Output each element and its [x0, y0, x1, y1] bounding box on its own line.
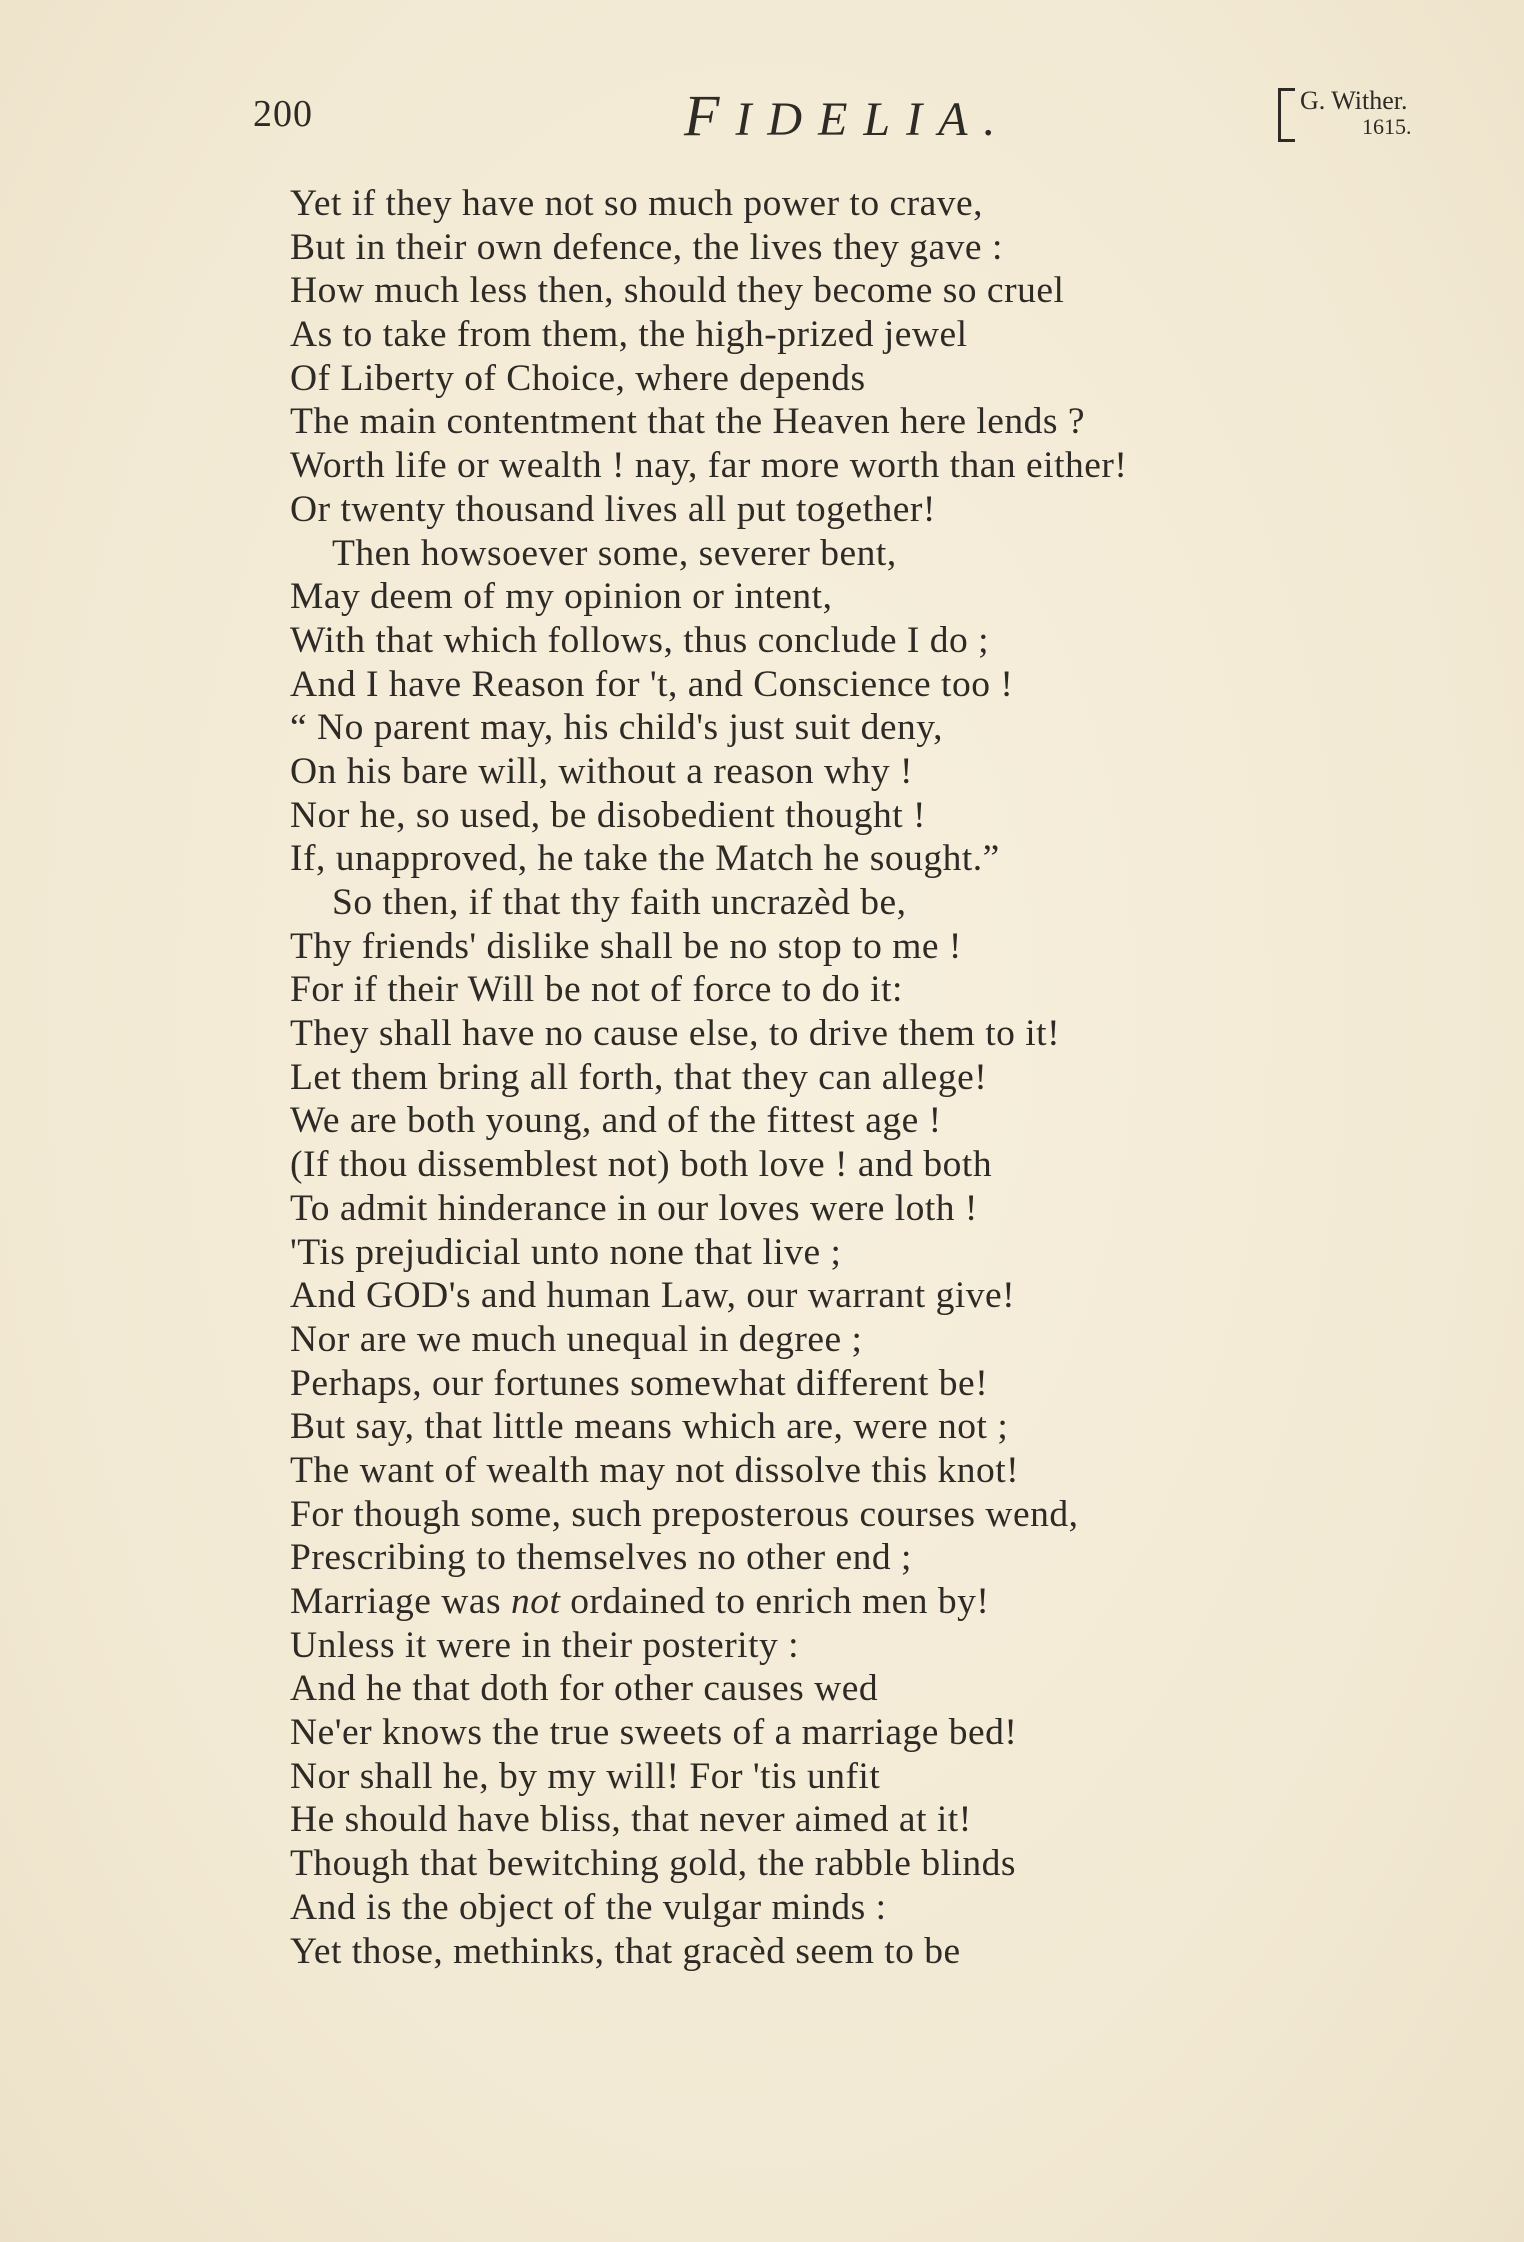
running-title-rest: IDELIA.	[735, 93, 1012, 146]
poem-line: But in their own defence, the lives they gave :	[290, 226, 1003, 268]
poem-line: With that which follows, thus conclude I do ;	[290, 619, 990, 661]
poem-line: 'Tis prejudicial unto none that live ;	[290, 1231, 842, 1273]
poem-line: Though that bewitching gold, the rabble blinds	[290, 1843, 1016, 1885]
poem-line: Unless it were in their posterity :	[290, 1624, 800, 1666]
poem-line: For though some, such preposterous courses wend,	[290, 1493, 1079, 1535]
poem-line: How much less then, should they become so cruel	[290, 270, 1065, 312]
poem-line: The main contentment that the Heaven here lends ?	[290, 401, 1086, 443]
page-number: 200	[253, 93, 313, 135]
poem-line: The want of wealth may not dissolve this knot!	[290, 1449, 1020, 1491]
poem-line: And GOD's and human Law, our warrant give!	[290, 1275, 1016, 1317]
poem-line: Nor are we much unequal in degree ;	[290, 1318, 863, 1360]
poem-line: Let them bring all forth, that they can allege!	[290, 1056, 988, 1098]
poem-line: Worth life or wealth ! nay, far more worth than either!	[290, 445, 1128, 487]
poem-line: May deem of my opinion or intent,	[290, 576, 833, 618]
poem-line: So then, if that thy faith uncrazèd be,	[332, 882, 907, 923]
poem-line: To admit hinderance in our loves were loth !	[290, 1187, 978, 1229]
poem-line: “ No parent may, his child's just suit deny,	[290, 707, 943, 749]
running-head	[0, 82, 1524, 152]
poem-line: Ne'er knows the true sweets of a marriage bed!	[290, 1712, 1018, 1754]
poem-line: And he that doth for other causes wed	[290, 1668, 879, 1710]
poem-line-segment: Marriage was	[290, 1581, 511, 1622]
poem-line: Or twenty thousand lives all put together!	[290, 488, 936, 530]
poem-line: Thy friends' dislike shall be no stop to me !	[290, 925, 962, 967]
poem-line: He should have bliss, that never aimed at it!	[290, 1799, 972, 1841]
poem-line-segment: ordained to enrich men by!	[560, 1581, 990, 1622]
poem-line: (If thou dissemblest not) both love ! and both	[290, 1144, 993, 1186]
poem-line: For if their Will be not of force to do it:	[290, 969, 903, 1011]
poem-line: Yet those, methinks, that gracèd seem to be	[290, 1930, 961, 1972]
poem-line: Yet if they have not so much power to crave,	[290, 183, 984, 224]
attribution-bracket	[1278, 88, 1295, 142]
attribution-year: 1615.	[1362, 114, 1412, 139]
poem-line: Prescribing to themselves no other end ;	[290, 1537, 912, 1579]
poem-line: Of Liberty of Choice, where depends	[290, 357, 866, 399]
running-title-initial: F	[684, 83, 736, 148]
poem-line: Nor he, so used, be disobedient thought !	[290, 794, 927, 836]
poem-line: They shall have no cause else, to drive them to it!	[290, 1013, 1061, 1055]
poem-line-with-italic	[290, 1580, 1410, 1624]
poem-line: As to take from them, the high-prized jewel	[290, 314, 968, 356]
poem-line: If, unapproved, he take the Match he sought.”	[290, 838, 1000, 880]
poem-line: Then howsoever some, severer bent,	[332, 532, 897, 574]
poem-line: And is the object of the vulgar minds :	[290, 1886, 887, 1928]
poem-line: Nor shall he, by my will! For 'tis unfit	[290, 1755, 881, 1797]
poem-line: We are both young, and of the fittest age !	[290, 1100, 942, 1142]
running-title	[684, 82, 1011, 149]
poem-line-italic-word: not	[511, 1581, 561, 1622]
poem-line: And I have Reason for 't, and Conscience too !	[290, 663, 1014, 705]
poem-line: But say, that little means which are, were not ;	[290, 1406, 1009, 1448]
poem-text	[290, 182, 1410, 1973]
poem-line: On his bare will, without a reason why !	[290, 750, 914, 792]
poem-line: Perhaps, our fortunes somewhat different be!	[290, 1362, 989, 1404]
attribution-author: G. Wither.	[1300, 86, 1408, 115]
author-attribution	[1278, 84, 1438, 144]
